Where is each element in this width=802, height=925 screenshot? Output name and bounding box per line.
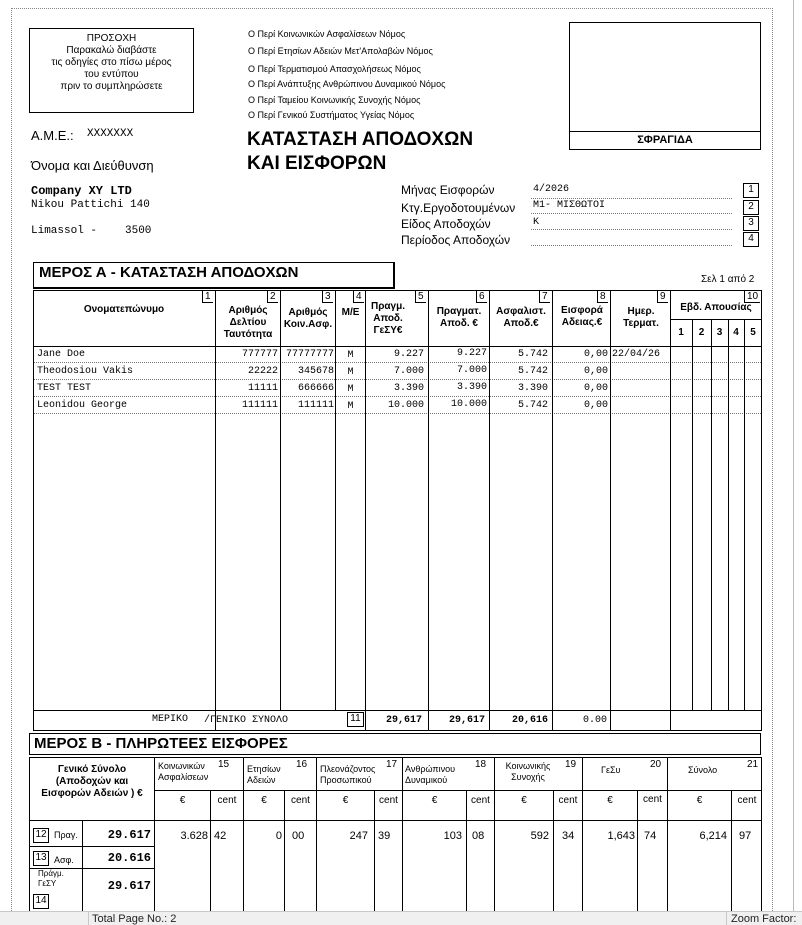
row-value-gesy: 29.617 bbox=[107, 879, 151, 893]
contrib-num: 16 bbox=[296, 759, 308, 770]
row-name: Theodosiou Vakis bbox=[37, 366, 134, 377]
row-num-12: 12 bbox=[33, 828, 49, 843]
page-indicator: Σελ 1 από 2 bbox=[701, 274, 755, 285]
row-insured: 5.742 bbox=[517, 400, 548, 411]
col-num-6: 6 bbox=[476, 291, 487, 303]
total-gesy: 29,617 bbox=[385, 715, 422, 726]
contrib-header: Κοινωνικών Ασφαλίσεων bbox=[158, 761, 209, 782]
week-5: 5 bbox=[750, 327, 756, 338]
stamp-label: ΣΦΡΑΓΙΔΑ bbox=[637, 134, 693, 146]
header-id: Αριθμός Δελτίου Ταυτότητα bbox=[223, 305, 273, 340]
row-leave: 0,00 bbox=[583, 349, 608, 360]
header-leave: Εισφορά Αδειας.€ bbox=[561, 305, 603, 328]
row-label-insured: Ασφ. bbox=[54, 855, 74, 865]
euro-label: € bbox=[342, 795, 349, 806]
total-label-partial: ΜΕΡΙΚΟ bbox=[152, 714, 189, 725]
row-me: M bbox=[347, 367, 354, 378]
law-2: Ο Περί Ετησίων Αδειών Μετ'Απολαβών Νόμος bbox=[248, 46, 433, 56]
field-num-4: 4 bbox=[743, 232, 759, 247]
contrib-cent: 34 bbox=[562, 830, 575, 842]
contrib-header: Ανθρώπινου Δυναμικού bbox=[405, 764, 456, 785]
col-num-7: 7 bbox=[539, 291, 550, 303]
euro-label: € bbox=[179, 795, 186, 806]
row-gesy: 3.390 bbox=[393, 383, 424, 394]
right-scroll-edge bbox=[793, 0, 794, 925]
contributions-table bbox=[29, 757, 762, 917]
col-num-3: 3 bbox=[322, 291, 333, 303]
header-gesy: Πραγμ. Αποδ. ΓεΣΥ€ bbox=[370, 301, 405, 336]
contrib-cent: 97 bbox=[739, 830, 752, 842]
contrib-cent: 00 bbox=[292, 830, 305, 842]
document-title-line2: ΚΑΙ ΕΙΣΦΟΡΩΝ bbox=[247, 153, 387, 174]
section-b-title: ΜΕΡΟΣ Β - ΠΛΗΡΩΤΕΕΣ ΕΙΣΦΟΡΕΣ bbox=[29, 733, 761, 755]
contrib-num: 17 bbox=[386, 759, 398, 770]
company-city: Limassol - bbox=[31, 225, 98, 237]
week-4: 4 bbox=[733, 327, 739, 338]
row-actual: 7.000 bbox=[456, 365, 487, 376]
week-1: 1 bbox=[678, 327, 684, 338]
zoom-factor-label: Zoom Factor: bbox=[731, 913, 797, 925]
row-si: 111111 bbox=[297, 400, 334, 411]
grand-total-header: Γενικό Σύνολο (Αποδοχών και Εισφορών Αδειών ) € bbox=[41, 764, 143, 799]
contrib-header: Ετησίων Αδειών bbox=[247, 764, 281, 785]
law-5: Ο Περί Ταμείου Κοινωνικής Συνοχής Νόμος bbox=[248, 95, 421, 105]
contrib-cent: 42 bbox=[214, 830, 227, 842]
company-street: Nikou Pattichi 140 bbox=[31, 199, 150, 211]
contrib-header: Πλεονάζοντος Προσωπικού bbox=[320, 764, 376, 785]
row-actual: 3.390 bbox=[456, 382, 487, 393]
row-name: TEST TEST bbox=[37, 383, 92, 394]
week-3: 3 bbox=[716, 327, 723, 338]
row-leave: 0,00 bbox=[583, 366, 608, 377]
attention-line: τις οδηγίες στο πίσω μέρος bbox=[51, 57, 172, 68]
header-name: Ονοματεπώνυμο bbox=[83, 304, 165, 315]
total-actual: 29,617 bbox=[448, 715, 485, 726]
attention-box bbox=[29, 28, 194, 113]
header-me: Μ/Ε bbox=[341, 307, 360, 318]
header-insured: Ασφαλιστ. Αποδ.€ bbox=[496, 306, 546, 329]
field-num-2: 2 bbox=[743, 200, 759, 215]
row-id: 111111 bbox=[241, 400, 278, 411]
col-num-5: 5 bbox=[415, 291, 426, 303]
contrib-num: 15 bbox=[218, 759, 230, 770]
header-si: Αριθμός Κοιν.Ασφ. bbox=[283, 307, 333, 330]
contrib-euro: 0 bbox=[275, 830, 282, 842]
field-value-category: M1- ΜΙΣΘΩΤΟΙ bbox=[533, 200, 606, 211]
row-num-13: 13 bbox=[33, 851, 49, 866]
company-name: Company XY LTD bbox=[31, 184, 132, 198]
contrib-header: Κοινωνικής Συνοχής bbox=[505, 761, 551, 782]
cent-label: cent bbox=[291, 795, 310, 806]
attention-line: πριν το συμπληρώσετε bbox=[60, 81, 163, 92]
euro-label: € bbox=[607, 795, 613, 806]
field-value-month: 4/2026 bbox=[533, 184, 570, 195]
contrib-euro: 6,214 bbox=[699, 830, 727, 842]
total-label-general: /ΓΕΝΙΚΟ ΣΥΝΟΛΟ bbox=[204, 715, 289, 726]
row-insured: 5.742 bbox=[517, 349, 548, 360]
total-num: 11 bbox=[347, 712, 364, 727]
row-label-actual: Πραγ. bbox=[54, 830, 78, 840]
row-insured: 3.390 bbox=[517, 383, 548, 394]
col-num-10: 10 bbox=[744, 291, 760, 303]
contrib-header: Σύνολο bbox=[688, 765, 718, 775]
contrib-cent: 39 bbox=[378, 830, 391, 842]
contrib-euro: 247 bbox=[349, 830, 368, 842]
col-num-2: 2 bbox=[267, 291, 278, 303]
row-term: 22/04/26 bbox=[612, 349, 661, 360]
euro-label: € bbox=[696, 795, 703, 806]
euro-label: € bbox=[521, 795, 527, 806]
law-6: Ο Περί Γενικού Συστήματος Υγείας Νόμος bbox=[248, 110, 415, 120]
ame-label: Α.Μ.Ε.: bbox=[31, 128, 74, 143]
attention-title: ΠΡΟΣΟΧΗ bbox=[86, 33, 137, 44]
contrib-euro: 103 bbox=[443, 830, 462, 842]
contrib-num: 18 bbox=[475, 759, 487, 770]
field-label-period: Περίοδος Αποδοχών bbox=[401, 233, 511, 247]
contrib-euro: 3.628 bbox=[180, 830, 208, 842]
contrib-num: 20 bbox=[650, 759, 662, 770]
row-id: 22222 bbox=[247, 366, 278, 377]
company-postcode: 3500 bbox=[125, 225, 152, 237]
row-gesy: 7.000 bbox=[393, 366, 424, 377]
field-num-3: 3 bbox=[743, 216, 759, 231]
contrib-num: 19 bbox=[565, 759, 577, 770]
earnings-table bbox=[33, 290, 762, 731]
row-actual: 10.000 bbox=[450, 399, 487, 410]
law-3: Ο Περί Τερματισμού Απασχολήσεως Νόμος bbox=[248, 64, 421, 74]
cent-label: cent bbox=[737, 795, 757, 806]
week-2: 2 bbox=[698, 327, 705, 338]
contrib-euro: 592 bbox=[530, 830, 549, 842]
ame-value: XXXXXXX bbox=[87, 128, 134, 140]
contrib-cent: 08 bbox=[472, 830, 485, 842]
total-leave: 0.00 bbox=[582, 715, 607, 726]
field-label-type: Είδος Αποδοχών bbox=[401, 217, 491, 231]
header-weeks: Εβδ. Απουσίας bbox=[680, 302, 752, 313]
row-si: 77777777 bbox=[285, 349, 334, 360]
cent-label: cent bbox=[558, 795, 578, 806]
header-term: Ημερ. Τερματ. bbox=[623, 306, 659, 329]
row-me: M bbox=[347, 350, 354, 361]
col-num-1: 1 bbox=[202, 291, 213, 303]
row-insured: 5.742 bbox=[517, 366, 548, 377]
cent-label: cent bbox=[643, 794, 662, 805]
total-insured: 20,616 bbox=[511, 715, 548, 726]
section-a-title: ΜΕΡΟΣ Α - ΚΑΤΑΣΤΑΣΗ ΑΠΟΔΟΧΩΝ bbox=[33, 262, 395, 289]
row-si: 666666 bbox=[297, 383, 334, 394]
row-leave: 0,00 bbox=[583, 400, 608, 411]
stamp-box bbox=[569, 22, 761, 150]
row-id: 11111 bbox=[247, 383, 278, 394]
field-value-type: K bbox=[533, 217, 540, 228]
row-id: 777777 bbox=[241, 349, 278, 360]
euro-label: € bbox=[431, 795, 438, 806]
row-si: 345678 bbox=[297, 366, 334, 377]
total-pages-label: Total Page No.: 2 bbox=[92, 913, 177, 925]
euro-label: € bbox=[261, 795, 267, 806]
cent-label: cent bbox=[471, 795, 490, 806]
row-value-actual: 29.617 bbox=[107, 828, 151, 842]
field-num-1: 1 bbox=[743, 183, 759, 198]
law-4: Ο Περί Ανάπτυξης Ανθρώπινου Δυναμικού Νόμος bbox=[248, 79, 446, 89]
attention-line: του εντύπου bbox=[84, 69, 139, 80]
attention-line: Παρακαλώ διαβάστε bbox=[66, 45, 157, 56]
contrib-num: 21 bbox=[747, 759, 759, 770]
contrib-header: ΓεΣυ bbox=[601, 765, 621, 775]
row-leave: 0,00 bbox=[583, 383, 608, 394]
row-name: Jane Doe bbox=[37, 349, 86, 360]
row-actual: 9.227 bbox=[456, 348, 487, 359]
contrib-cent: 74 bbox=[644, 830, 657, 842]
row-num-14: 14 bbox=[33, 894, 49, 909]
row-me: M bbox=[347, 384, 354, 395]
field-label-category: Κτγ.Εργοδοτουμένων bbox=[401, 201, 516, 215]
col-num-4: 4 bbox=[353, 291, 364, 303]
contrib-euro: 1,643 bbox=[607, 830, 635, 842]
row-gesy: 9.227 bbox=[393, 349, 424, 360]
row-gesy: 10.000 bbox=[387, 400, 424, 411]
status-bar bbox=[0, 911, 802, 925]
field-label-month: Μήνας Εισφορών bbox=[401, 183, 495, 197]
col-num-9: 9 bbox=[657, 291, 668, 303]
header-actual: Πραγματ. Αποδ. € bbox=[436, 306, 482, 329]
row-label-gesy: Πράγμ. ΓεΣΥ bbox=[38, 869, 64, 888]
row-name: Leonidou George bbox=[37, 400, 128, 411]
cent-label: cent bbox=[217, 795, 237, 806]
row-value-insured: 20.616 bbox=[107, 851, 151, 865]
document-title-line1: ΚΑΤΑΣΤΑΣΗ ΑΠΟΔΟΧΩΝ bbox=[247, 129, 474, 150]
cent-label: cent bbox=[379, 795, 398, 806]
law-1: Ο Περί Κοινωνικών Ασφαλίσεων Νόμος bbox=[248, 29, 406, 39]
row-me: M bbox=[347, 401, 354, 412]
name-address-label: Όνομα και Διεύθυνση bbox=[31, 158, 154, 173]
col-num-8: 8 bbox=[597, 291, 608, 303]
